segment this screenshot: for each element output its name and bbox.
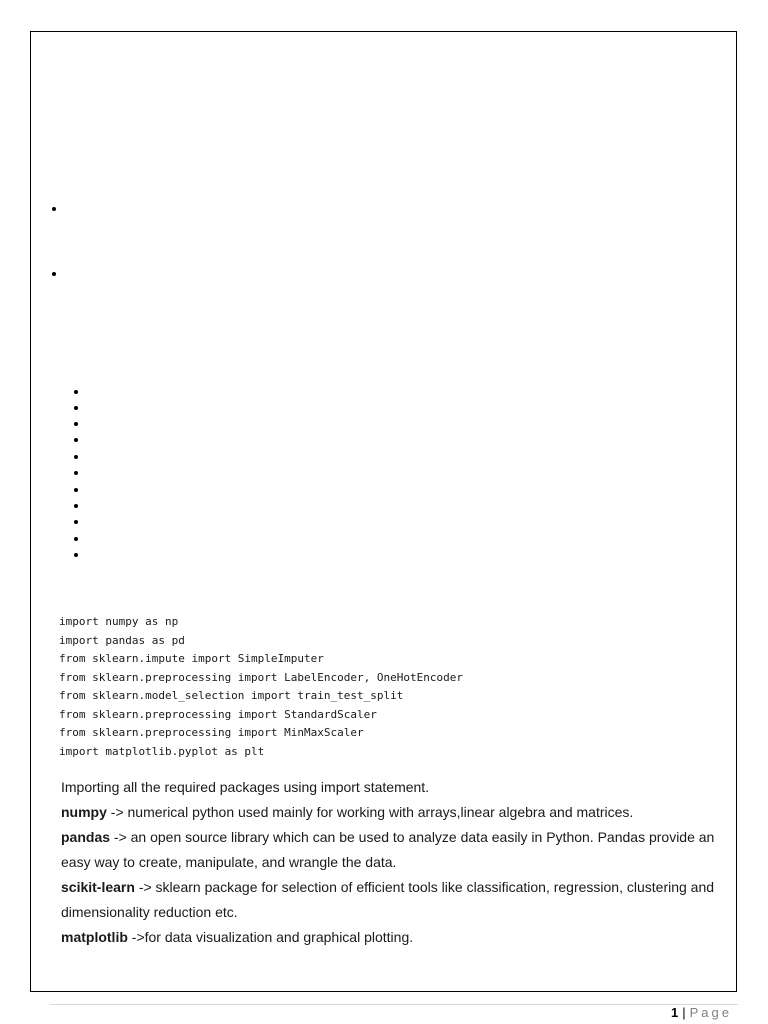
empty-bullet — [74, 406, 78, 410]
code-line: import matplotlib.pyplot as plt — [59, 744, 265, 758]
description-pandas — [61, 825, 721, 875]
empty-bullet — [74, 504, 78, 508]
empty-bullet — [52, 207, 56, 211]
description-scikit-learn — [61, 875, 721, 925]
term-matplotlib: matplotlib — [61, 929, 128, 945]
package-descriptions — [61, 775, 721, 950]
empty-bullet — [74, 520, 78, 524]
code-block — [59, 613, 463, 761]
term-pandas: pandas — [61, 829, 111, 845]
description-text: -> numerical python used mainly for working with arrays,linear algebra and matrices. — [106, 804, 634, 820]
empty-bullet — [74, 553, 78, 557]
term-scikit-learn: scikit-learn — [61, 879, 135, 895]
description-matplotlib — [61, 925, 721, 950]
description-text: -> sklearn package for selection of efficient tools like classification, regression, clustering and dimensionality reduction etc. — [61, 879, 715, 920]
empty-bullet — [74, 438, 78, 442]
empty-bullet — [74, 488, 78, 492]
code-line: import pandas as pd — [59, 633, 185, 647]
term-numpy: numpy — [61, 804, 107, 820]
footer-divider — [50, 1004, 738, 1005]
empty-bullet — [74, 390, 78, 394]
code-line: from sklearn.model_selection import train_test_split — [59, 689, 404, 702]
empty-bullet — [74, 422, 78, 426]
description-text: -> an open source library which can be used to analyze data easily in Python. Pandas provide an easy way to create, manipulate, and wrangle the data. — [61, 829, 715, 870]
empty-bullet — [74, 455, 78, 459]
code-line: import numpy as np — [59, 615, 179, 628]
empty-bullet — [52, 272, 56, 276]
intro-paragraph: Importing all the required packages using import statement. — [61, 779, 430, 795]
page-footer — [671, 1005, 732, 1020]
page-label: Page — [689, 1005, 732, 1020]
code-line: from sklearn.preprocessing import MinMaxScaler — [59, 726, 364, 739]
description-numpy — [61, 800, 721, 825]
page-separator: | — [682, 1005, 686, 1020]
page-number: 1 — [671, 1005, 679, 1020]
code-line: from sklearn.impute import SimpleImputer — [59, 652, 324, 665]
code-line: from sklearn.preprocessing import StandardScaler — [59, 707, 377, 721]
code-line: from sklearn.preprocessing import LabelEncoder, OneHotEncoder — [59, 670, 463, 684]
description-text: ->for data visualization and graphical plotting. — [127, 929, 414, 945]
empty-bullet — [74, 537, 78, 541]
empty-bullet — [74, 471, 78, 475]
